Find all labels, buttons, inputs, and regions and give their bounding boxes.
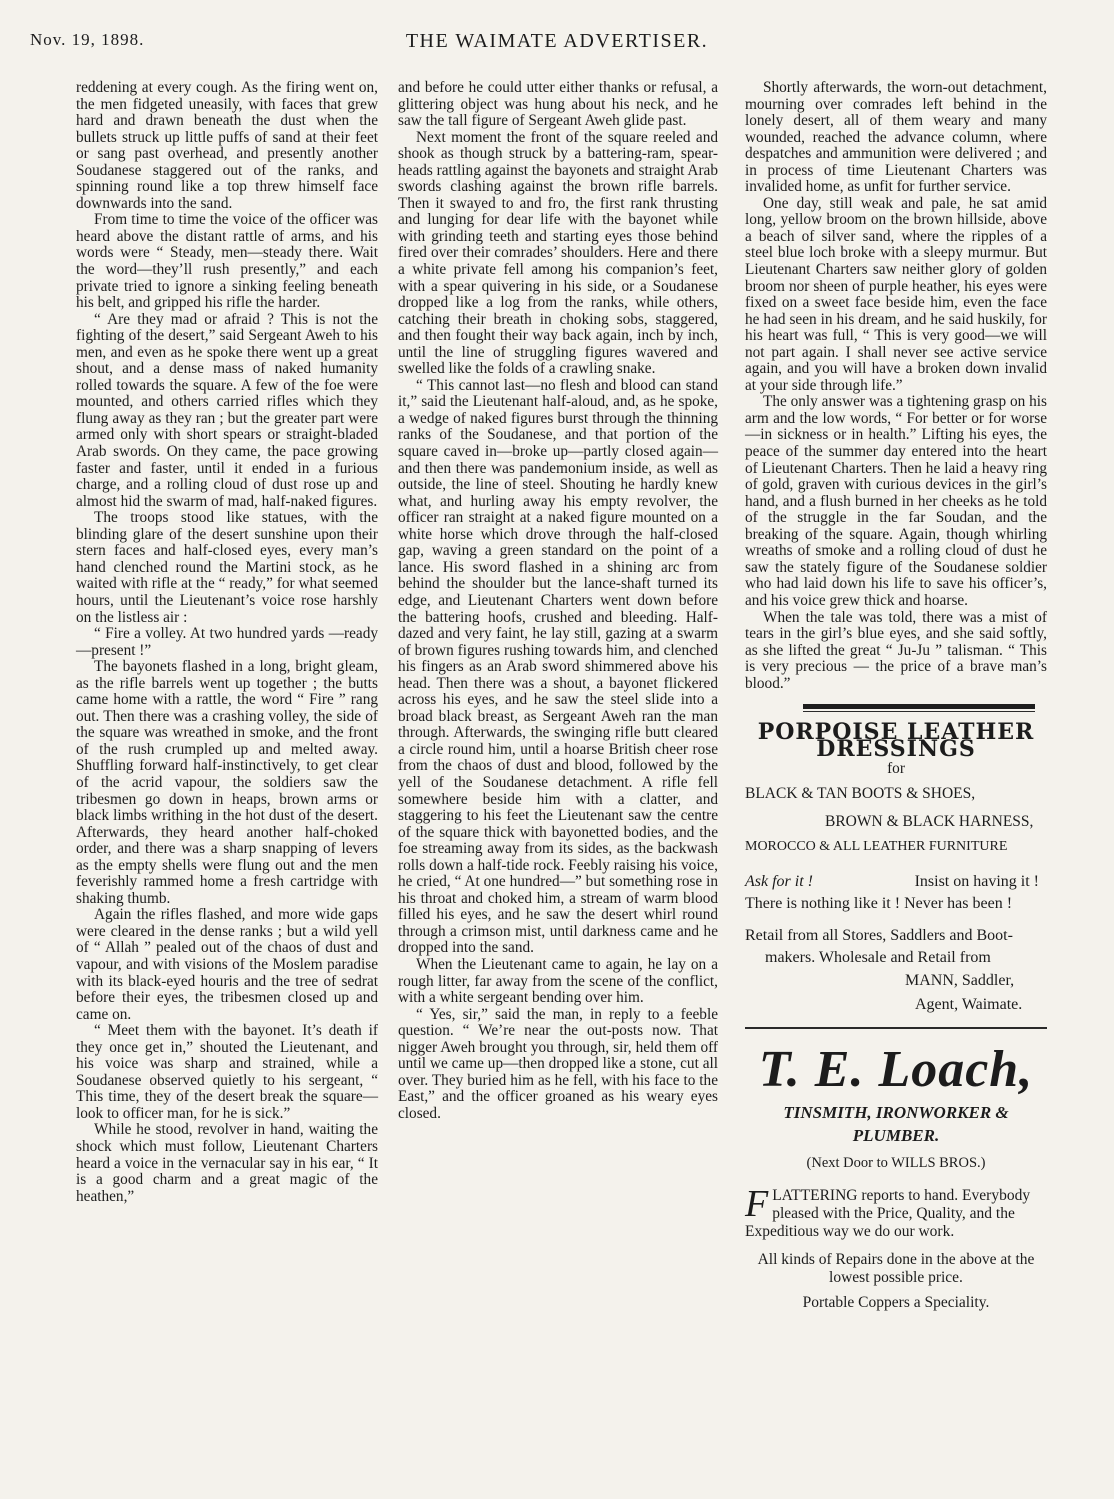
ad-insist: Insist on having it ! bbox=[914, 872, 1039, 890]
paragraph: Shortly afterwards, the worn-out detachment, mourning over comrades left behind in the lonely desert, all of them weary and many wounded, reached the advance column, where despatches and ammunition were delivered ; and in process of time Lieutenant Charters was invalided home, as unfit for further service. bbox=[745, 79, 1047, 196]
ad-line: BLACK & TAN BOOTS & SHOES, bbox=[745, 784, 976, 802]
paragraph: “ Are they mad or afraid ? This is not the fighting of the desert,” said Sergeant Aweh to his men, and even as he spoke there went up a great shout, and a dense mass of naked humanity rolled towards the square. A few of the foe were mounted, and others carried rifles which they flung away as they ran ; but the greater part were armed only with short spears or straight-bladed Arab swords. On they came, the pace growing faster and faster, until it ended in a furious charge, and a rolling cloud of dust rose up and almost hid the swarm of mad, half-naked figures. bbox=[76, 310, 378, 510]
ad-trade: PLUMBER. bbox=[852, 1125, 940, 1145]
paragraph: Again the rifles flashed, and more wide gaps were cleared in the dense ranks ; but a wild yell of “ Allah ” pealed out of the chaos of dust and vapour, and with visions of the Moslem paradise with its black-eyed houris and the tree of sedrat before their eyes, the tribesmen closed up and came on. bbox=[76, 906, 378, 1023]
paragraph: The bayonets flashed in a long, bright gleam, as the rifle barrels went up together ; the butts came home with a rattle, the word “ Fire ” rang out. Then there was a crashing volley, the side of the square was wreathed in smoke, and the front of the rush crumpled up and melted away. Shuffling forward half-instinctively, to get clear of the acrid vapour, the soldiers saw the tribesmen go down in heaps, brown arms or black limbs writhing in the hot dust of the desert. Afterwards, they heard another half-choked order, and there was a sharp snapping of levers as the empty shells were flung out and the men feverishly rammed home a fresh cartridge with shaking thumb. bbox=[76, 658, 378, 907]
paragraph: From time to time the voice of the officer was heard above the distant rattle of arms, and his words were “ Steady, men—steady there. Wait the word—they’ll rush presently,” and each private tried to ignore a sinking feeling beneath his belt, and gripped his rifle the harder. bbox=[76, 211, 378, 312]
page-header bbox=[0, 30, 1114, 56]
divider-rule bbox=[803, 711, 1035, 712]
ad-repairs: All kinds of Repairs done in the above at the lowest possible price. bbox=[757, 1251, 1035, 1287]
column-2 bbox=[398, 80, 718, 1122]
drop-cap: F bbox=[745, 1183, 769, 1226]
ad-business-name: T. E. Loach, bbox=[758, 1040, 1034, 1098]
ad-address: (Next Door to WILLS BROS.) bbox=[806, 1154, 986, 1171]
ad-line: BROWN & BLACK HARNESS, bbox=[825, 813, 1034, 831]
ad-line: MOROCCO & ALL LEATHER FURNITURE bbox=[745, 838, 1008, 854]
ad-ask: Ask for it ! bbox=[745, 872, 813, 890]
paragraph: “ Yes, sir,” said the man, in reply to a feeble question. “ We’re near the out-posts now. That nigger Aweh brought you through, sir, held them off until we came up—then dropped like a stone, cut all over. They buried him as he fell, with his face to the East,” and the officer groaned as his weary eyes closed. bbox=[398, 1005, 718, 1122]
newspaper-title: THE WAIMATE ADVERTISER. bbox=[405, 30, 709, 52]
paragraph: The only answer was a tightening grasp on his arm and the low words, “ For better or for worse—in sickness or in health.” Lifting his eyes, the peace of the summer day entered into the heart of Lieutenant Charters. Then he laid a heavy ring of gold, graven with curious devices in the girl’s hand, and a flush burned in her cheeks as he told of the struggle in the far Soudan, and the breaking of the square. Again, though whirling wreaths of smoke and a rolling cloud of dust he saw the stately figure of the Soudanese soldier who had laid down his life to save his officer’s, and his voice grew thick and hoarse. bbox=[745, 393, 1047, 609]
paragraph: reddening at every cough. As the firing went on, the men fidgeted uneasily, with faces that grew hard and drawn beneath the dust when the bullets struck up little puffs of sand at their feet or sang past overhead, and presently another Soudanese staggered out of the ranks, and spinning round like a top threw himself face downwards into the sand. bbox=[76, 79, 378, 212]
paragraph: “ This cannot last—no flesh and blood can stand it,” said the Lieutenant half-aloud, and, as he spoke, a wedge of naked figures burst through the thinning ranks of the Soudanese, and that portion of the square caved in—broke up—partly closed again—and then there was pandemonium inside, as well as outside, the line of steel. Shouting he hardly knew what, and hurling away his empty revolver, the officer ran straight at a naked figure mounted on a white horse which drove through the half-closed gap, waving a green standard on the point of a lance. His sword flashed in a shining arc from behind the shoulder but the lance-shaft turned its edge, and Lieutenant Charters went down before the battering hoofs, crushed and bleeding. Half-dazed and very faint, he lay still, gazing at a swarm of brown figures rushing towards him, and clenched his fingers as an Arab sword shimmered above his head. Then there was a shout, a bayonet flickered across his eyes, and he saw the steel slide into a broad black breast, as Sergeant Aweh ran the man through. Afterwards, the swinging rifle butt cleared a circle round him, until a hoarse British cheer rose from the chaos of dust and blood, followed by the yell of the Soudanese detachment. A rifle fell somewhere beside him with a clatter, and staggering to his feet the Lieutenant saw the centre of the square thick with bayonetted bodies, and the foe streaming away from its sides, as the backwash rolls down a half-tide rock. Feebly raising his voice, he cried, “ At one hundred—” but something rose in his throat and choked him, a stream of warm blood filled his eyes, and he saw the desert whirl round through a crimson mist, until darkness came and he dropped into the sand. bbox=[398, 376, 718, 957]
ad-nothing: There is nothing like it ! Never has been ! bbox=[745, 895, 1013, 913]
ad-agent-name: MANN, Saddler, bbox=[905, 971, 1015, 989]
column-3 bbox=[745, 80, 1047, 1312]
divider-rule bbox=[745, 1027, 1047, 1029]
ad-flattering bbox=[745, 1183, 1047, 1241]
ad-agent-location: Agent, Waimate. bbox=[915, 995, 1023, 1013]
ad-flattering-text: LATTERING reports to hand. Everybody pleased with the Price, Quality, and the Expeditious way we do our work. bbox=[745, 1187, 1031, 1241]
paragraph: and before he could utter either thanks or refusal, a glittering object was hung about his neck, and he saw the tall figure of Sergeant Aweh glide past. bbox=[398, 79, 718, 130]
ad-for-label: for bbox=[887, 760, 905, 778]
column-1 bbox=[76, 80, 378, 1205]
loach-advertisement bbox=[745, 1040, 1047, 1312]
ad-trade: TINSMITH, IRONWORKER & bbox=[783, 1102, 1009, 1122]
ad-slogan-row bbox=[745, 874, 1047, 891]
ad-brand-heading: PORPOISE LEATHER DRESSINGS bbox=[757, 719, 1035, 762]
ad-portable: Portable Coppers a Speciality. bbox=[802, 1294, 990, 1312]
paragraph: Next moment the front of the square reeled and shook as though struck by a battering-ram, spear-heads rattling against the bayonets and straight Arab swords clashing against the brown rifle barrels. Then it swayed to and fro, the first rank thrusting and lunging for dear life with the bayonet while with grinding teeth and starting eyes those behind fired over their comrades’ shoulders. Here and there a white private fell among his companion’s feet, with a spear quivering in his side, or a Soudanese dropped like a log from the ranks, while others, catching their breath in choking sobs, staggered, and then fought their way back again, inch by inch, until the line of struggling figures wavered and swelled like the folds of a crawling snake. bbox=[398, 128, 718, 378]
divider-rule bbox=[803, 704, 1035, 709]
paragraph: “ Fire a volley. At two hundred yards —ready—present !” bbox=[76, 625, 378, 659]
paragraph: “ Meet them with the bayonet. It’s death if they once get in,” shouted the Lieutenant, and his voice was sharp and strained, while a Soudanese observed quietly to his sergeant, “ This time, they of the desert break the square—look to officer man, for he is sick.” bbox=[76, 1022, 378, 1122]
ad-retail: Retail from all Stores, Saddlers and Boot- bbox=[745, 926, 1013, 944]
paragraph: One day, still weak and pale, he sat amid long, yellow broom on the brown hillside, above a beach of silver sand, where the ripples of a steel blue loch broke with a sleepy murmur. But Lieutenant Charters saw neither glory of golden broom nor sheen of purple heather, his eyes were fixed on a sweet face beside him, even the face he had seen in his dream, and he said huskily, for his heart was full, “ This is very good—we will not part again. I shall never see active service again, and you will have a broken down invalid at your side through life.” bbox=[745, 194, 1047, 394]
paragraph: When the Lieutenant came to again, he lay on a rough litter, far away from the scene of the conflict, with a white sergeant bending over him. bbox=[398, 955, 718, 1007]
paragraph: While he stood, revolver in hand, waiting the shock which must follow, Lieutenant Charters heard a voice in the vernacular say in his ear, “ It is a good charm and a great magic of the heathen,” bbox=[76, 1121, 378, 1205]
issue-date: Nov. 19, 1898. bbox=[30, 30, 145, 49]
porpoise-advertisement bbox=[745, 719, 1047, 1016]
ad-retail: makers. Wholesale and Retail from bbox=[765, 948, 991, 966]
paragraph: When the tale was told, there was a mist of tears in the girl’s blue eyes, and she said softly, as she lifted the great “ Ju-Ju ” talisman. “ This is very precious — the price of a brave man’s blood.” bbox=[745, 608, 1047, 692]
paragraph: The troops stood like statues, with the blinding glare of the desert sunshine upon their stern faces and half-closed eyes, every man’s hand clenched round the Martini stock, as he waited with rifle at the “ ready,” for what seemed hours, until the Lieutenant’s voice rose harshly on the listless air : bbox=[76, 509, 378, 626]
